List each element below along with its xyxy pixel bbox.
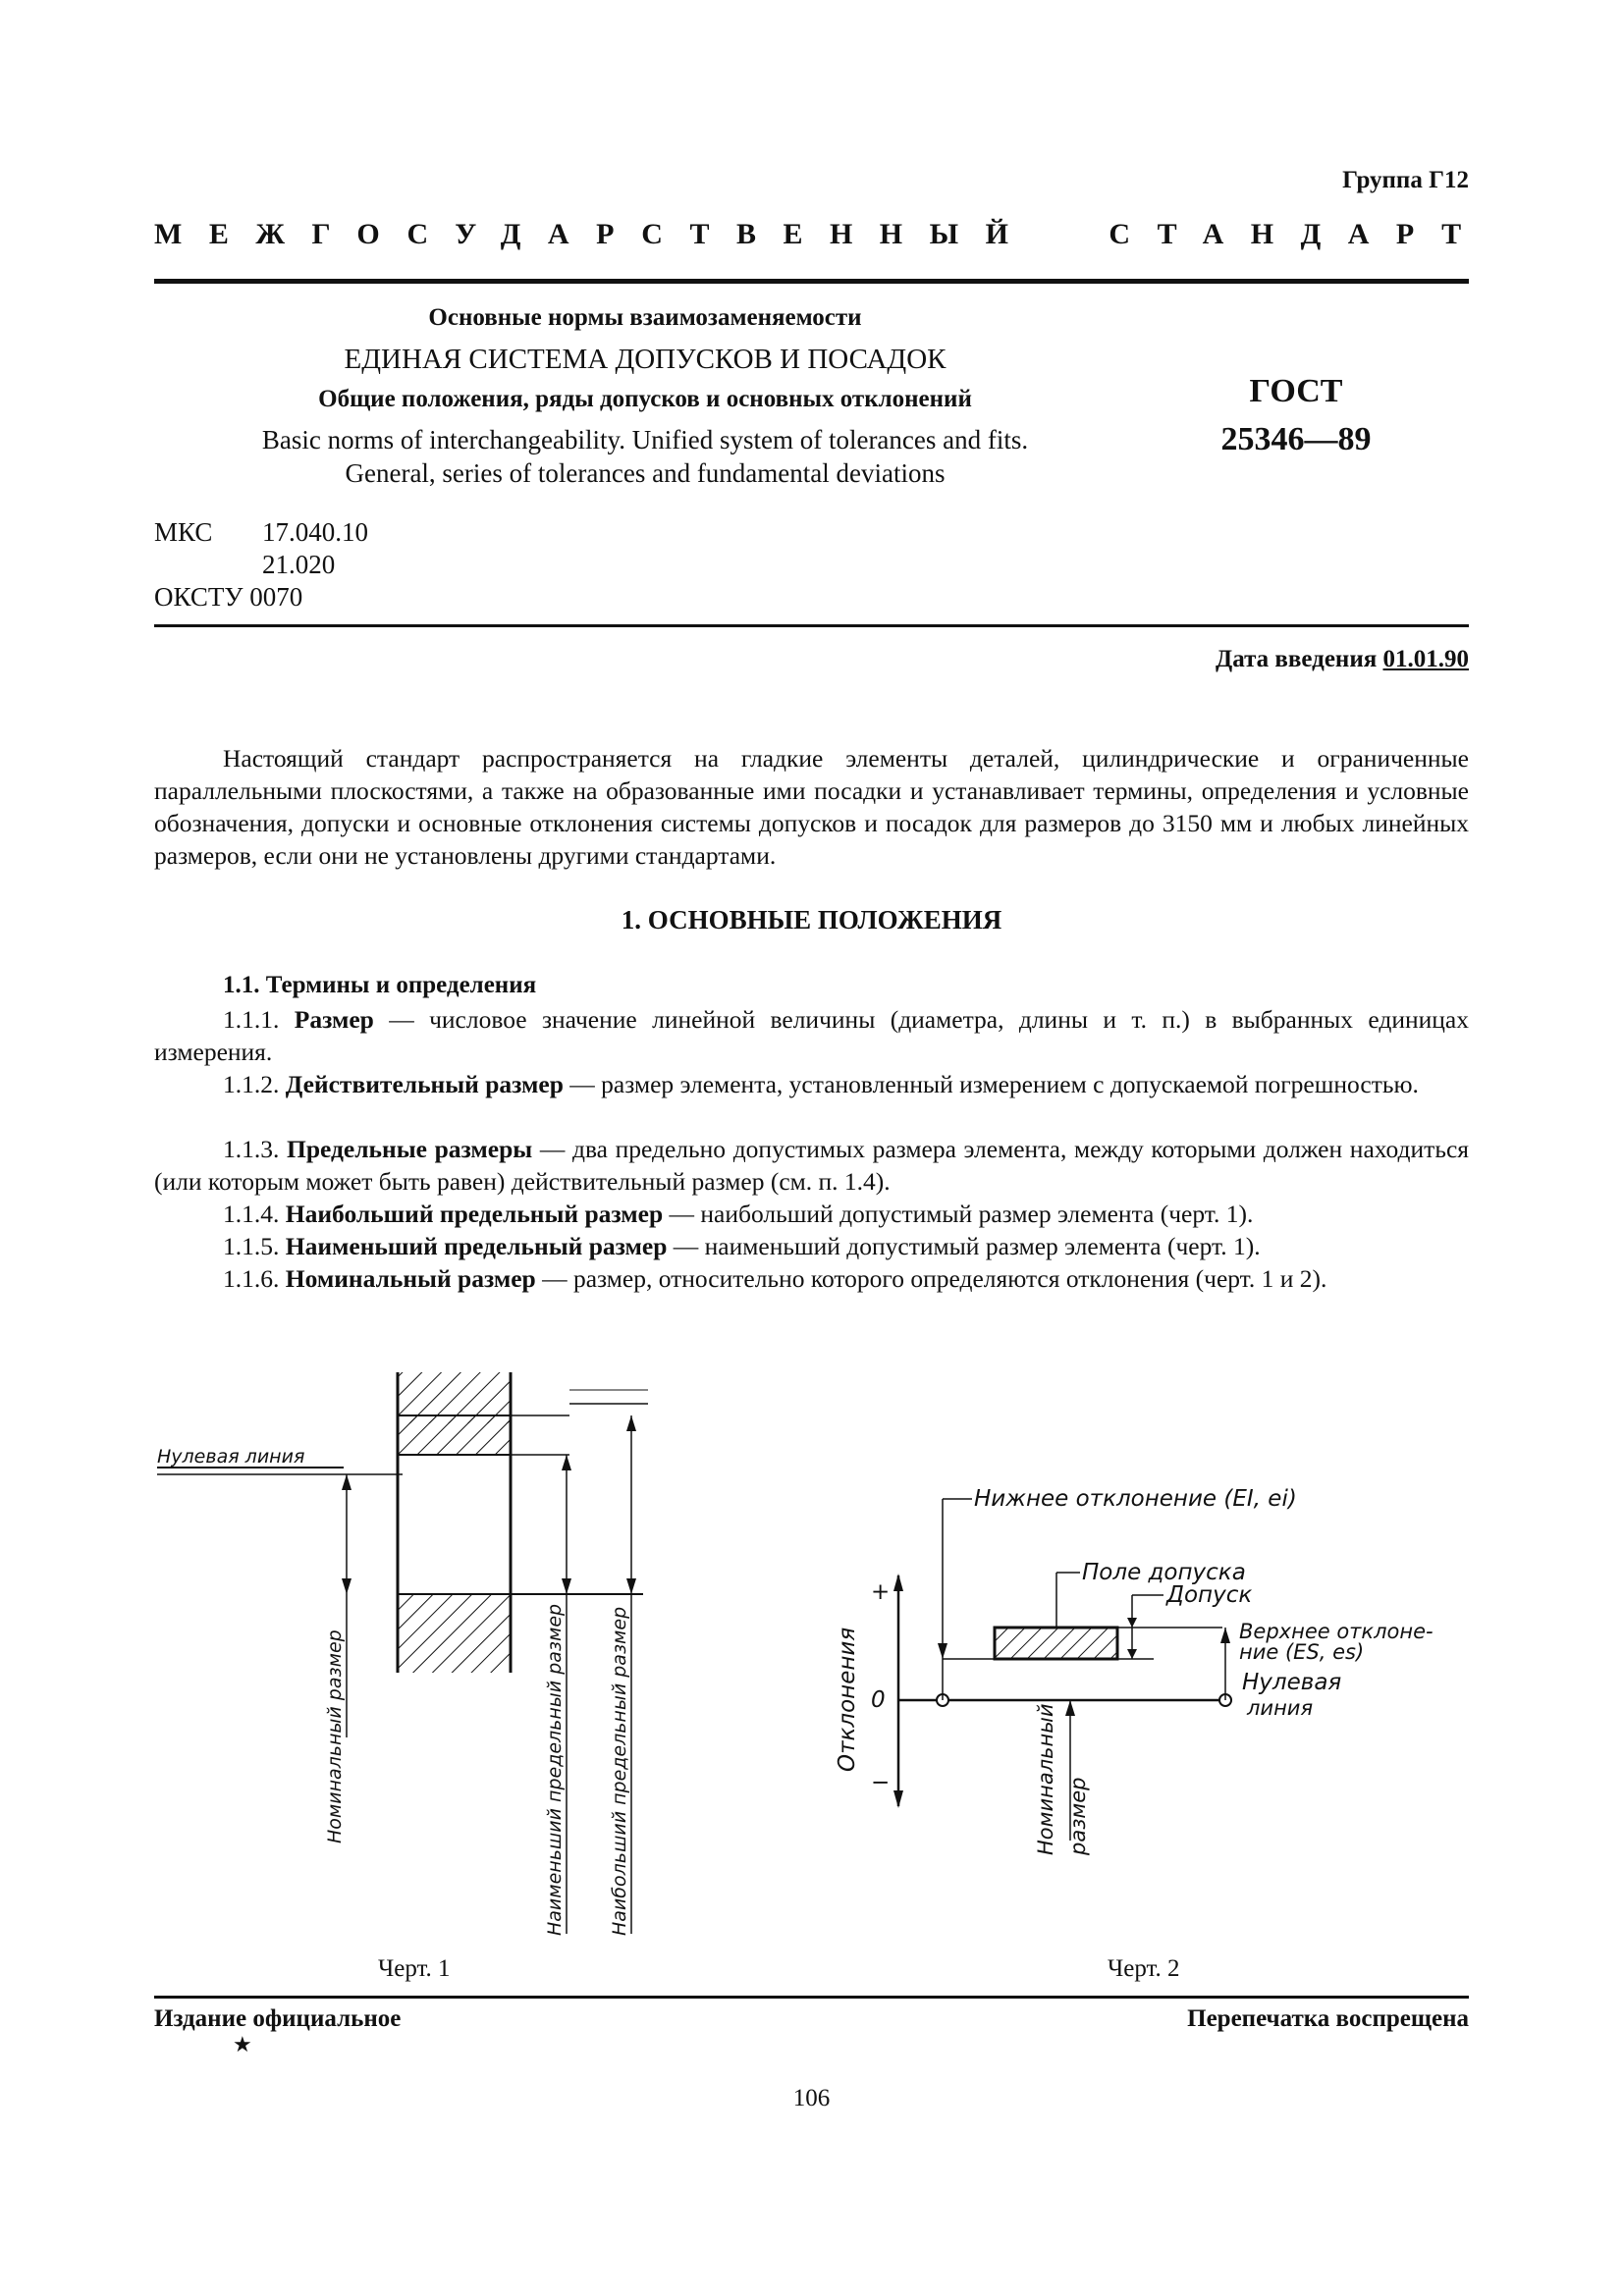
item-text: — размер, относительно которого определяются отклонения (черт. 1 и 2). <box>535 1264 1327 1293</box>
title-line-3: Общие положения, ряды допусков и основных отклонений <box>318 386 972 412</box>
item-term: Наибольший предельный размер <box>285 1200 664 1228</box>
footer-rule <box>154 1996 1469 1999</box>
definition-item <box>154 1230 1469 1262</box>
item-text: — размер элемента, установленный измерением с допускаемой погрешностью. <box>563 1070 1419 1098</box>
fig2-tolerance-field-label: Поле допуска <box>1082 1560 1246 1585</box>
section-title: 1. ОСНОВНЫЕ ПОЛОЖЕНИЯ <box>621 905 1002 934</box>
title-line-2: ЕДИНАЯ СИСТЕМА ДОПУСКОВ И ПОСАДОК <box>344 344 947 375</box>
title-en-line-1: Basic norms of interchangeability. Unified system of tolerances and fits. <box>261 425 1029 454</box>
fig2-tolerance-label: Допуск <box>1166 1582 1253 1608</box>
gost-label: ГОСТ <box>1249 373 1343 409</box>
item-number: 1.1.3. <box>223 1135 280 1163</box>
fig1-nominal-label: Номинальный размер <box>324 1629 346 1843</box>
definition-item <box>154 1068 1469 1100</box>
date-label: Дата введения <box>1216 646 1378 672</box>
fig2-lower-deviation-label: Нижнее отклонение (EI, ei) <box>974 1486 1297 1512</box>
item-term: Размер <box>294 1005 374 1034</box>
gost-number: 25346—89 <box>1220 421 1372 457</box>
figure-1-caption: Черт. 1 <box>378 1955 451 1982</box>
mks-label: МКС <box>154 517 213 547</box>
mks-code-2: 21.020 <box>262 550 336 579</box>
item-text: — наибольший допустимый размер элемента (черт. 1). <box>663 1200 1254 1228</box>
date-value: 01.01.90 <box>1382 646 1469 672</box>
star-icon: ★ <box>233 2032 252 2056</box>
title-en-line-2: General, series of tolerances and fundamental deviations <box>345 458 946 488</box>
header-rule <box>154 279 1469 284</box>
item-number: 1.1.4. <box>223 1200 280 1228</box>
standard-type: МЕЖГОСУДАРСТВЕННЫЙ СТАНДАРТ <box>154 218 1488 250</box>
title-line-1: Основные нормы взаимозаменяемости <box>428 304 862 331</box>
reprint-prohibited: Перепечатка воспрещена <box>1187 2005 1469 2032</box>
item-text: — наименьший допустимый размер элемента (черт. 1). <box>667 1232 1261 1260</box>
mks-code-1: 17.040.10 <box>262 517 368 547</box>
fig2-zero-label: 0 <box>871 1687 886 1713</box>
page-number: 106 <box>792 2085 831 2111</box>
item-number: 1.1.2. <box>223 1070 280 1098</box>
fig2-nominal-label-2: размер <box>1066 1777 1090 1855</box>
codes-rule <box>154 624 1469 627</box>
fig1-zero-line-label: Нулевая линия <box>157 1446 305 1468</box>
item-term: Действительный размер <box>285 1070 564 1098</box>
fig1-largest-label: Наибольший предельный размер <box>609 1606 630 1936</box>
subsection-title: 1.1. Термины и определения <box>223 972 537 998</box>
item-number: 1.1.5. <box>223 1232 280 1260</box>
item-text: — числовое значение линейной величины (диаметра, длины и т. п.) в выбранных единицах измерения. <box>154 1005 1469 1066</box>
fig1-smallest-label: Наименьший предельный размер <box>544 1603 566 1936</box>
definition-item <box>154 1198 1469 1230</box>
item-number: 1.1.6. <box>223 1264 280 1293</box>
fig2-deviations-label: Отклонения <box>835 1627 860 1772</box>
definition-item <box>154 1003 1469 1068</box>
fig2-upper-deviation-label-1: Верхнее отклоне- <box>1239 1620 1434 1643</box>
item-text: — два предельно допустимых размера элемента, между которыми должен находиться (или которым может быть равен) действительный размер (см. п. 1.4). <box>154 1135 1469 1196</box>
fig2-zero-line-label-2: линия <box>1247 1696 1314 1720</box>
group-label: Группа Г12 <box>1342 167 1469 193</box>
item-number: 1.1.1. <box>223 1005 280 1034</box>
intro-paragraph: Настоящий стандарт распространяется на гладкие элементы деталей, цилиндрические и ограниченные параллельными плоскостями, а также на образованные ими посадки и устанавливает термины, определения и условные обозначения, допуски и основные отклонения системы допусков и посадок для размеров до 3150 мм и любых линейных размеров, если они не установлены другими стандартами. <box>154 744 1469 870</box>
fig2-zero-line-label-1: Нулевая <box>1242 1670 1342 1695</box>
definition-item <box>154 1133 1469 1198</box>
figure-2-drawing <box>825 1477 1492 1870</box>
item-term: Предельные размеры <box>287 1135 533 1163</box>
figure-2-caption: Черт. 2 <box>1108 1955 1180 1982</box>
fig2-minus-label: − <box>871 1770 891 1795</box>
definition-item <box>154 1262 1469 1295</box>
official-edition: Издание официальное <box>154 2005 402 2032</box>
item-term: Наименьший предельный размер <box>285 1232 668 1260</box>
okstu-code: ОКСТУ 0070 <box>154 582 303 612</box>
fig2-nominal-label-1: Номинальный <box>1034 1703 1057 1855</box>
introduction-date <box>1216 646 1469 673</box>
item-term: Номинальный размер <box>285 1264 536 1293</box>
figure-1-drawing <box>137 1364 687 1953</box>
fig2-upper-deviation-label-2: ние (ES, es) <box>1239 1640 1365 1664</box>
fig2-plus-label: + <box>871 1579 891 1605</box>
